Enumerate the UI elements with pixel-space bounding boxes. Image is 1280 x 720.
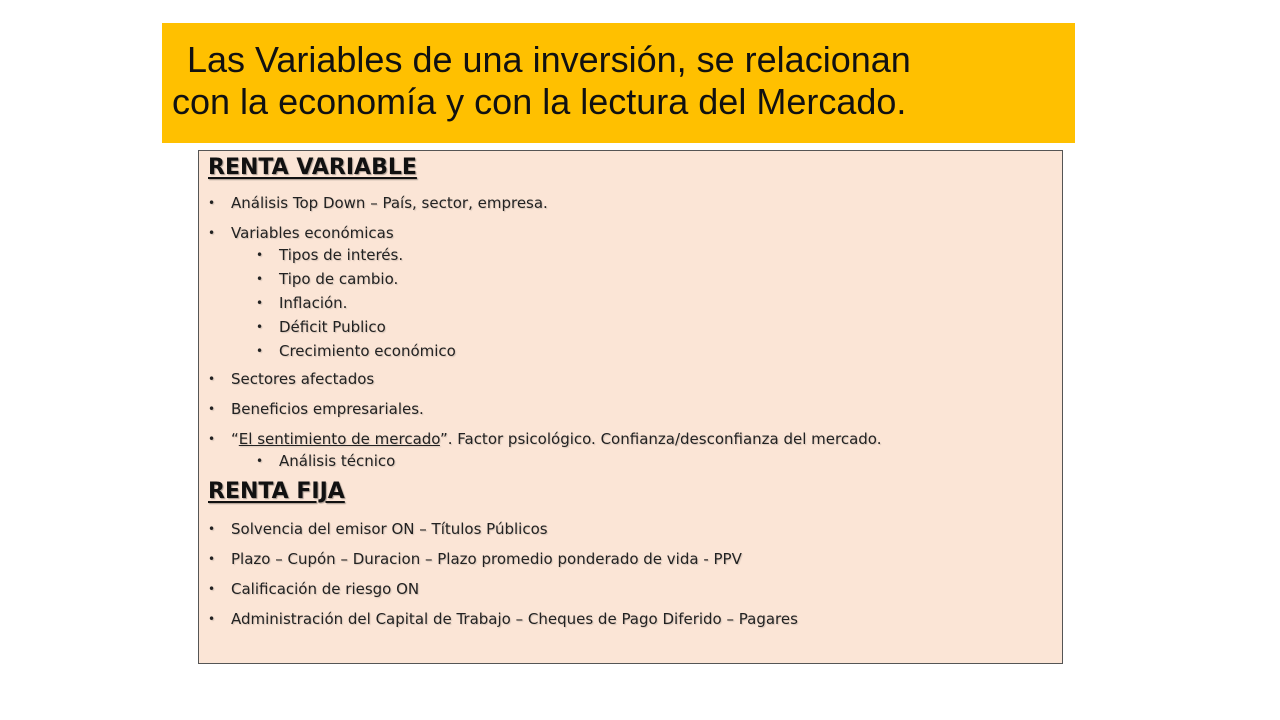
bullet-icon: • — [208, 432, 216, 446]
list-item-beneficios — [208, 399, 1052, 419]
slide-title-line-1: Las Variables de una inversión, se relacionan — [187, 39, 911, 80]
renta-variable-list — [208, 193, 1052, 473]
sub-item-text: Déficit Publico — [279, 318, 386, 336]
list-item-administracion — [208, 609, 1052, 629]
list-item-text: Sectores afectados — [231, 370, 375, 388]
list-item-text: Beneficios empresariales. — [231, 400, 424, 418]
bullet-icon: • — [256, 320, 264, 334]
list-item-text: Administración del Capital de Trabajo – Cheques de Pago Diferido – Pagares — [231, 610, 798, 628]
bullet-icon: • — [208, 372, 216, 386]
bullet-icon: • — [208, 402, 216, 416]
sub-item-deficit-publico — [208, 315, 1052, 339]
list-item-text: Solvencia del emisor ON – Títulos Públicos — [231, 520, 548, 538]
list-item-text: Análisis Top Down – País, sector, empresa. — [231, 194, 548, 212]
sub-item-text: Tipo de cambio. — [279, 270, 399, 288]
list-item-variables-economicas — [208, 223, 1052, 243]
bullet-icon: • — [208, 522, 216, 536]
list-item-calificacion — [208, 579, 1052, 599]
content-panel — [198, 150, 1063, 664]
bullet-icon: • — [256, 296, 264, 310]
list-item-text: Variables económicas — [231, 224, 394, 242]
underlined-phrase: El sentimiento de mercado — [238, 430, 440, 448]
list-item-solvencia — [208, 519, 1052, 539]
list-item-sentimiento-mercado — [208, 429, 1052, 449]
sub-item-analisis-tecnico — [208, 449, 1052, 473]
quote-open: “ — [231, 430, 239, 448]
bullet-icon: • — [208, 226, 216, 240]
renta-variable-heading: RENTA VARIABLE — [208, 155, 417, 180]
list-item-text: ”. Factor psicológico. Confianza/desconfianza del mercado. — [439, 430, 882, 448]
sub-item-tipo-cambio — [208, 267, 1052, 291]
bullet-icon: • — [256, 344, 264, 358]
sub-item-text: Análisis técnico — [279, 452, 396, 470]
list-item-text: Plazo – Cupón – Duracion – Plazo promedio ponderado de vida - PPV — [231, 550, 742, 568]
list-item-top-down — [208, 193, 1052, 213]
bullet-icon: • — [208, 582, 216, 596]
slide-title-line-2: con la economía y con la lectura del Mercado. — [172, 81, 907, 122]
list-item-plazo-cupon — [208, 549, 1052, 569]
sub-item-text: Crecimiento económico — [279, 342, 456, 360]
slide-title-banner — [162, 23, 1075, 143]
sub-item-tipos-interes — [208, 243, 1052, 267]
renta-fija-heading: RENTA FIJA — [208, 479, 345, 504]
sub-item-inflacion — [208, 291, 1052, 315]
bullet-icon: • — [256, 248, 264, 262]
list-item-text: Calificación de riesgo ON — [231, 580, 420, 598]
bullet-icon: • — [208, 552, 216, 566]
bullet-icon: • — [208, 612, 216, 626]
sub-item-crecimiento-economico — [208, 339, 1052, 363]
bullet-icon: • — [208, 196, 216, 210]
list-item-sectores-afectados — [208, 369, 1052, 389]
sub-item-text: Inflación. — [279, 294, 348, 312]
bullet-icon: • — [256, 454, 264, 468]
renta-fija-list — [208, 519, 1052, 629]
sub-item-text: Tipos de interés. — [279, 246, 404, 264]
bullet-icon: • — [256, 272, 264, 286]
